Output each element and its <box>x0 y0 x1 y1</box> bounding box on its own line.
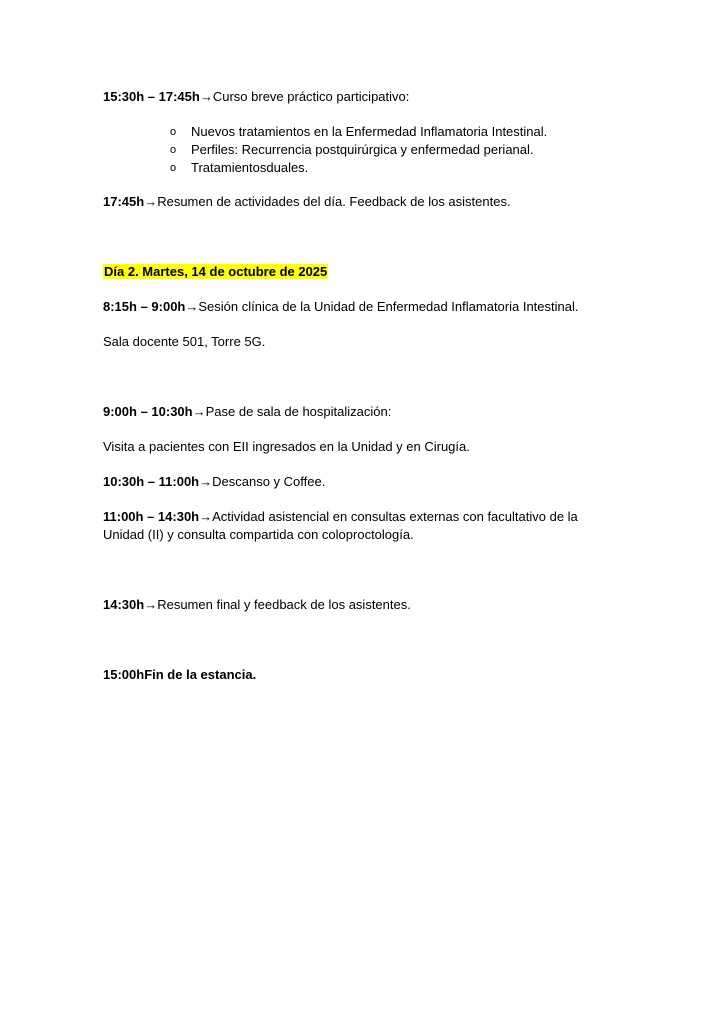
arrow-icon: → <box>144 597 158 612</box>
session-time: 15:00h <box>103 667 145 682</box>
session-text: Resumen final y feedback de los asistentes. <box>157 597 411 612</box>
session-text: Pase de sala de hospitalización: <box>205 404 392 419</box>
session-fin-estancia <box>103 666 256 683</box>
session-resumen-dia <box>103 193 511 210</box>
session-time: 10:30h – 11:00h <box>103 474 200 489</box>
list-item: Tratamientosduales. <box>191 160 309 175</box>
list-item: Nuevos tratamientos en la Enfermedad Inflamatoria Intestinal. <box>191 124 548 139</box>
session-resumen-final <box>103 596 411 613</box>
bullet-marker: o <box>170 144 177 156</box>
session-text: Actividad asistencial en consultas externas con facultativo de la <box>212 509 578 524</box>
arrow-icon: → <box>199 509 213 524</box>
session-descanso <box>103 473 325 490</box>
session-time: 14:30h <box>103 597 145 612</box>
session-time: 15:30h – 17:45h <box>103 89 200 104</box>
session-curso-breve <box>103 88 409 105</box>
arrow-icon: → <box>199 474 213 489</box>
session-text: Curso breve práctico participativo: <box>212 89 410 104</box>
session-time: 9:00h – 10:30h <box>103 404 193 419</box>
session-text: Descanso y Coffee. <box>212 474 326 489</box>
session-sesion-clinica <box>103 298 579 315</box>
session-text: Fin de la estancia. <box>144 667 257 682</box>
session-text: Sesión clínica de la Unidad de Enfermedad Inflamatoria Intestinal. <box>198 299 579 314</box>
session-text-continued: Unidad (II) y consulta compartida con coloproctología. <box>103 527 414 542</box>
bullet-marker: o <box>170 162 177 174</box>
session-text: Resumen de actividades del día. Feedback de los asistentes. <box>157 194 511 209</box>
session-time: 17:45h <box>103 194 145 209</box>
day-heading <box>103 263 328 280</box>
session-time: 8:15h – 9:00h <box>103 299 186 314</box>
day-heading-text: Día 2. Martes, 14 de octubre de 2025 <box>104 264 328 279</box>
arrow-icon: → <box>144 194 158 209</box>
session-pase-sala <box>103 403 391 420</box>
session-detail: Visita a pacientes con EII ingresados en la Unidad y en Cirugía. <box>103 439 470 454</box>
session-location: Sala docente 501, Torre 5G. <box>103 334 266 349</box>
session-actividad-asistencial <box>103 508 578 525</box>
session-time: 11:00h – 14:30h <box>103 509 200 524</box>
arrow-icon: → <box>199 89 213 104</box>
bullet-marker: o <box>170 126 177 138</box>
list-item: Perfiles: Recurrencia postquirúrgica y enfermedad perianal. <box>191 142 534 157</box>
arrow-icon: → <box>185 299 199 314</box>
arrow-icon: → <box>192 404 206 419</box>
